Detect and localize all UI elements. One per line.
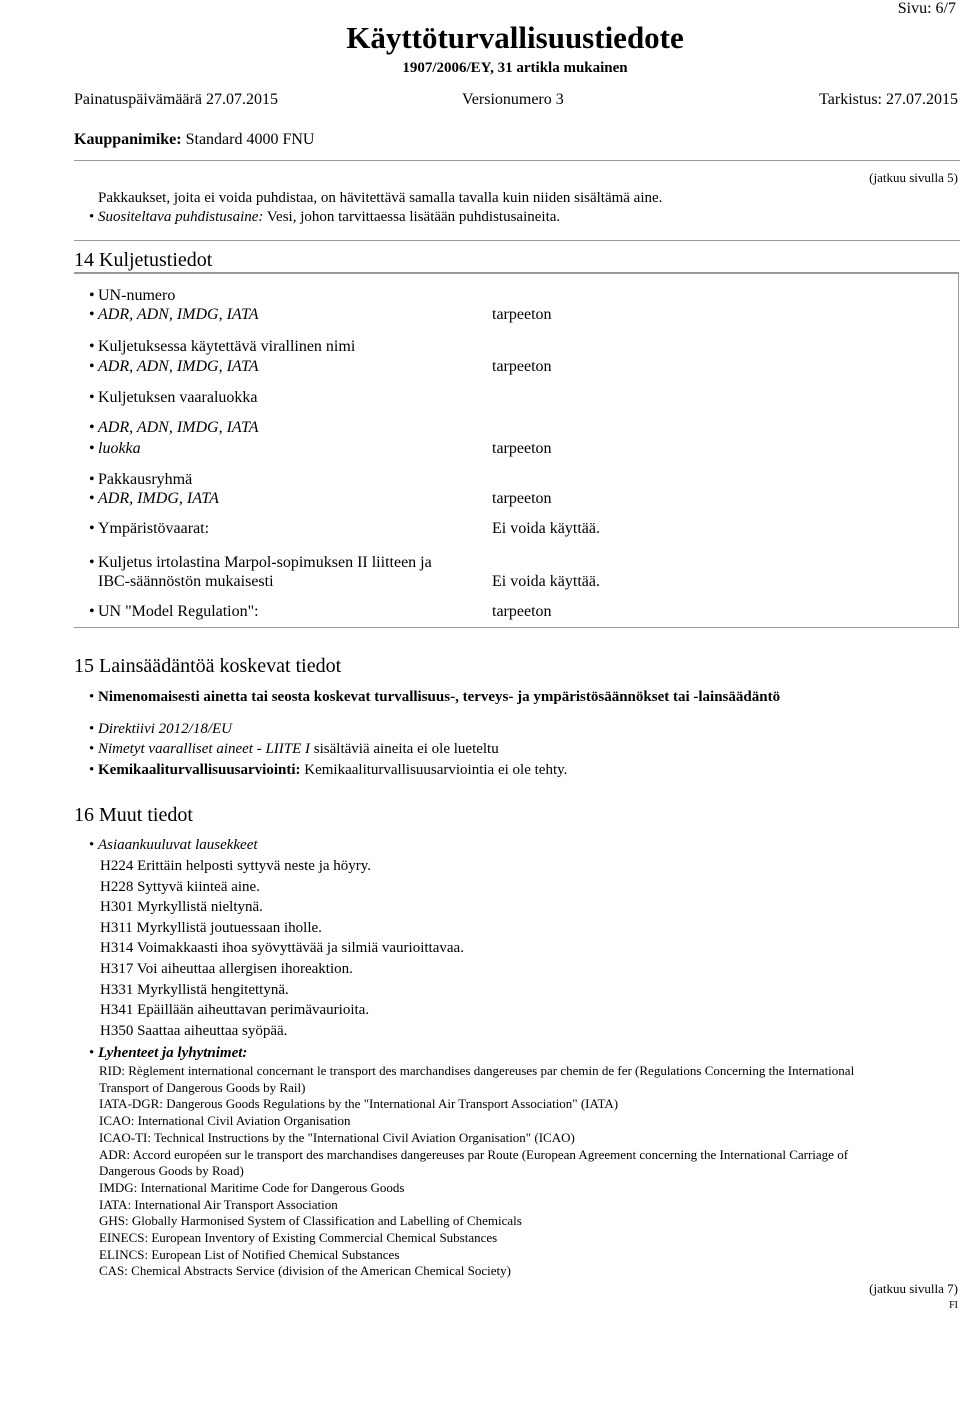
page-number: Sivu: 6/7 xyxy=(897,0,956,17)
abbreviation-item: CAS: Chemical Abstracts Service (division of the American Chemical Society) xyxy=(99,1263,511,1279)
abbreviation-item: ICAO: International Civil Aviation Organisation xyxy=(99,1113,351,1129)
shipping-name-value: tarpeeton xyxy=(492,358,552,375)
shipping-name-modes: • ADR, ADN, IMDG, IATA xyxy=(98,358,259,376)
abbreviation-item: ADR: Accord européen sur le transport des marchandises dangereuses par Route (European Agreement concerning the International Carriage of xyxy=(99,1146,849,1162)
phrases-label: • Asiaankuuluvat lausekkeet xyxy=(98,837,258,854)
shipping-name-label: • Kuljetuksessa käytettävä virallinen nimi xyxy=(98,338,355,356)
named-substances-italic: Nimetyt vaaralliset aineet - LIITE I xyxy=(98,741,311,757)
cleaning-agent-value: Vesi, johon tarvittaessa lisätään puhdistusaineita. xyxy=(266,209,561,225)
trade-name xyxy=(74,131,314,149)
named-substances xyxy=(98,741,499,758)
trade-name-value: Standard 4000 FNU xyxy=(185,131,315,148)
section16-title: 16 Muut tiedot xyxy=(74,804,193,826)
hazard-phrase: H311 Myrkyllistä joutuessaan iholle. xyxy=(100,919,322,936)
hazard-phrase: H350 Saattaa aiheuttaa syöpää. xyxy=(100,1022,288,1039)
hazard-phrase: H341 Epäillään aiheuttavan perimävaurioita. xyxy=(100,1002,370,1019)
abbreviation-item: IMDG: International Maritime Code for Dangerous Goods xyxy=(99,1179,405,1195)
regulations-heading: • Nimenomaisesti ainetta tai seosta koskevat turvallisuus-, terveys- ja ympäristösäännökset tai -lainsäädäntö xyxy=(98,689,780,706)
un-number-modes: • ADR, ADN, IMDG, IATA xyxy=(98,306,259,324)
version-number: Versionumero 3 xyxy=(462,91,564,108)
document-title: Käyttöturvallisuustiedote xyxy=(346,20,684,55)
un-number-value: tarpeeton xyxy=(492,306,552,323)
abbreviation-item: ELINCS: European List of Notified Chemical Substances xyxy=(99,1246,400,1262)
hazard-class-modes: • ADR, ADN, IMDG, IATA xyxy=(98,419,259,437)
named-substances-rest: sisältäviä aineita ei ole lueteltu xyxy=(313,741,499,757)
hazard-class-label: • Kuljetuksen vaaraluokka xyxy=(98,389,258,407)
hazard-phrase: H224 Erittäin helposti syttyvä neste ja höyry. xyxy=(100,858,372,874)
un-number-label: • UN-numero xyxy=(98,287,175,305)
intro-line: Pakkaukset, joita ei voida puhdistaa, on hävitettävä samalla tavalla kuin niiden sisältämä aine. xyxy=(98,190,663,206)
print-date: Painatuspäivämäärä 27.07.2015 xyxy=(74,91,278,108)
continues-on: (jatkuu sivulla 7) xyxy=(869,1281,958,1296)
abbreviation-item: IATA: International Air Transport Association xyxy=(99,1196,338,1212)
abbreviation-item: RID: Règlement international concernant le transport des marchandises dangereuses par chemin de fer (Regulations Concerning the International xyxy=(99,1063,855,1078)
section14-title: 14 Kuljetustiedot xyxy=(74,249,213,271)
csa-label: Kemikaaliturvallisuusarviointi: xyxy=(98,762,301,778)
un-model-value: tarpeeton xyxy=(492,603,552,620)
abbreviation-item: IATA-DGR: Dangerous Goods Regulations by the "International Air Transport Association" (IATA) xyxy=(99,1096,619,1112)
hazard-class-value: tarpeeton xyxy=(492,440,552,457)
abbreviations-label: • Lyhenteet ja lyhytnimet: xyxy=(98,1045,247,1062)
hazard-class-word: • luokka xyxy=(98,440,141,458)
document-subtitle: 1907/2006/EY, 31 artikla mukainen xyxy=(402,60,628,76)
un-model-label: • UN "Model Regulation": xyxy=(98,603,259,621)
csa-value: Kemikaaliturvallisuusarviointia ei ole tehty. xyxy=(304,762,568,778)
env-hazards-value: Ei voida käyttää. xyxy=(492,520,600,537)
abbreviation-item: Dangerous Goods by Road) xyxy=(99,1163,244,1179)
directive: • Direktiivi 2012/18/EU xyxy=(98,721,232,738)
intro-cleaning-agent xyxy=(98,209,560,226)
hazard-phrase: H317 Voi aiheuttaa allergisen ihoreaktion. xyxy=(100,961,353,977)
header-divider xyxy=(74,160,960,161)
abbreviation-item: EINECS: European Inventory of Existing Commercial Chemical Substances xyxy=(99,1230,498,1245)
continued-from: (jatkuu sivulla 5) xyxy=(869,170,958,185)
cleaning-agent-label: Suositeltava puhdistusaine: xyxy=(98,209,264,225)
section-divider xyxy=(74,240,960,241)
trade-name-label: Kauppanimike: xyxy=(74,131,182,148)
section15-title: 15 Lainsäädäntöä koskevat tiedot xyxy=(74,655,342,677)
language-code: FI xyxy=(949,1300,958,1311)
packing-group-label: • Pakkausryhmä xyxy=(98,471,192,489)
bulk-transport-value: Ei voida käyttää. xyxy=(492,573,600,590)
revision-date: Tarkistus: 27.07.2015 xyxy=(819,91,958,108)
abbreviation-item: ICAO-TI: Technical Instructions by the "International Civil Aviation Organisation" (ICAO) xyxy=(99,1129,575,1145)
packing-group-modes: • ADR, IMDG, IATA xyxy=(98,490,219,508)
bulk-transport-label-cont: IBC-säännöstön mukaisesti xyxy=(98,573,274,590)
hazard-phrase: H301 Myrkyllistä nieltynä. xyxy=(100,899,263,916)
chemical-safety-assessment xyxy=(98,762,567,779)
bulk-transport-label: • Kuljetus irtolastina Marpol-sopimuksen II liitteen ja xyxy=(98,554,432,572)
hazard-phrase: H331 Myrkyllistä hengitettynä. xyxy=(100,981,289,998)
abbreviation-item: Transport of Dangerous Goods by Rail) xyxy=(99,1079,306,1095)
abbreviation-item: GHS: Globally Harmonised System of Classification and Labelling of Chemicals xyxy=(99,1213,522,1229)
env-hazards-label: • Ympäristövaarat: xyxy=(98,520,209,538)
hazard-phrase: H314 Voimakkaasti ihoa syövyttävää ja silmiä vaurioittavaa. xyxy=(100,940,464,957)
hazard-phrase: H228 Syttyvä kiinteä aine. xyxy=(100,878,260,895)
packing-group-value: tarpeeton xyxy=(492,490,552,507)
